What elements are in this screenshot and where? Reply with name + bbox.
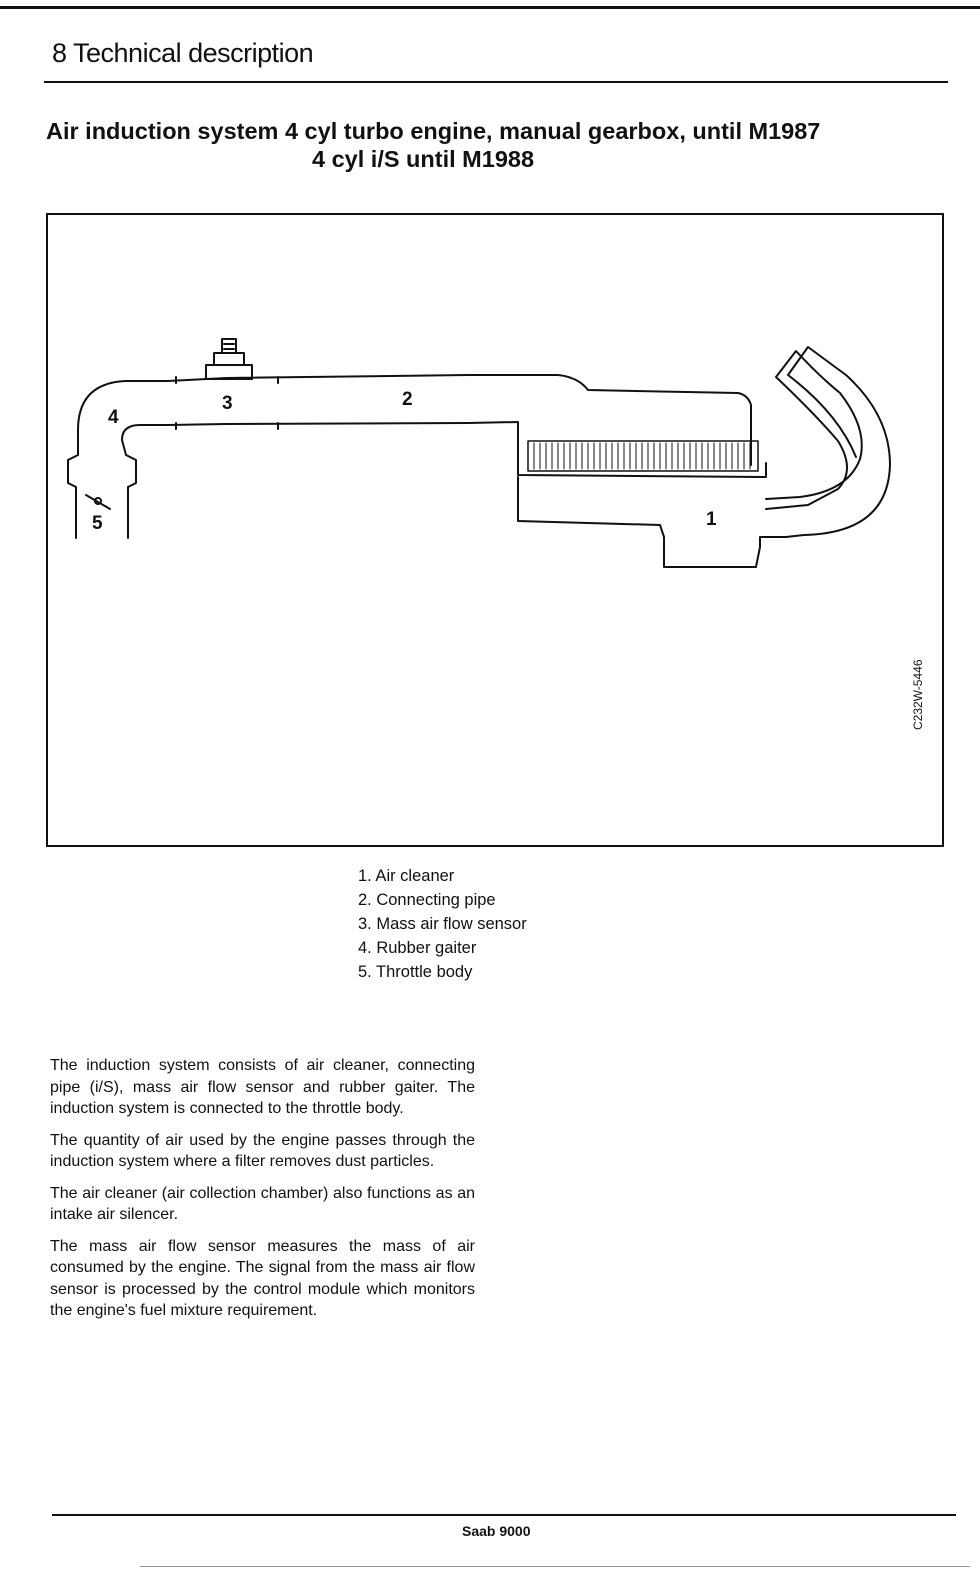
footer-rule <box>52 1514 956 1516</box>
legend-item-5: 5. Throttle body <box>358 963 473 981</box>
callout-4: 4 <box>108 407 119 428</box>
filter-element <box>534 443 750 469</box>
footer-text: Saab 9000 <box>462 1523 531 1539</box>
section-header: 8 Technical description <box>52 38 314 68</box>
mass-air-flow-sensor <box>176 339 278 429</box>
callout-2: 2 <box>402 389 413 410</box>
legend-item-3: 3. Mass air flow sensor <box>358 915 527 933</box>
legend-item-4: 4. Rubber gaiter <box>358 939 477 957</box>
callout-1: 1 <box>706 509 717 530</box>
body-text <box>50 1055 475 1332</box>
diagram-frame <box>46 213 944 847</box>
paragraph-2: The quantity of air used by the engine passes through the induction system where a filter removes dust particles. <box>50 1131 475 1170</box>
air-induction-diagram <box>48 215 942 845</box>
legend-item-2: 2. Connecting pipe <box>358 891 496 909</box>
intake-horn <box>766 351 862 509</box>
connecting-pipe-outer <box>78 375 751 465</box>
figure-legend <box>358 864 527 984</box>
figure-code: C232W-5446 <box>911 659 925 730</box>
header-rule <box>44 81 948 83</box>
legend-item-1: 1. Air cleaner <box>358 867 455 885</box>
paragraph-3: The air cleaner (air collection chamber) also functions as an intake air silencer. <box>50 1184 475 1223</box>
air-cleaner <box>518 441 786 567</box>
callout-3: 3 <box>222 393 233 414</box>
paragraph-1: The induction system consists of air cleaner, connecting pipe (i/S), mass air flow sensor and rubber gaiter. The induction system is connected to the throttle body. <box>50 1057 475 1117</box>
bottom-rule <box>140 1566 970 1567</box>
paragraph-4: The mass air flow sensor measures the mass of air consumed by the engine. The signal from the mass air flow sensor is processed by the control module which monitors the engine's fuel mixture requirement. <box>50 1237 475 1319</box>
callout-5: 5 <box>92 513 103 534</box>
connecting-pipe-inner <box>122 422 518 455</box>
top-rule <box>0 6 980 9</box>
page-title-line2: 4 cyl i/S until M1988 <box>312 146 535 172</box>
page-title-line1: Air induction system 4 cyl turbo engine, manual gearbox, until M1987 <box>46 118 821 144</box>
